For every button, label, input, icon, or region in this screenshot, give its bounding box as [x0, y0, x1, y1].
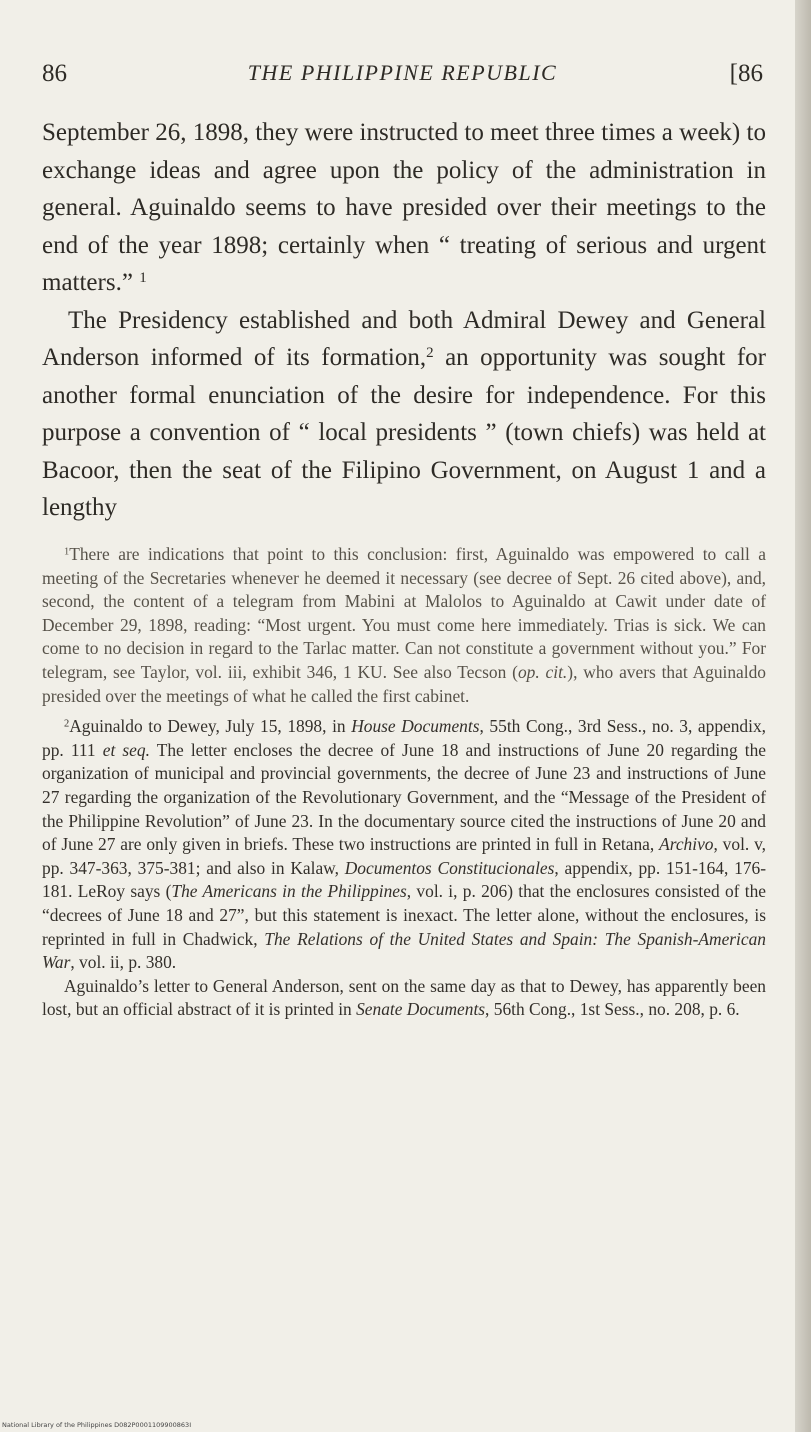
footnote-2-continued: Aguinaldo’s letter to General Anderson, sent on the same day as that to Dewey, has apparently been lost, but an official abstract of it is printed in Senate Documents, 56th Cong., 1st Sess., no. 208, p. 6.: [42, 975, 766, 1020]
page-number-right: [86: [729, 60, 763, 87]
footnote-1: $^1$There are indications that point to this conclusion: first, Aguinaldo was empowered to call a meeting of the Secretaries whenever he deemed it necessary (see decree of Sept. 26 cited above), and, second, the content of a telegram from Mabini at Malolos to Aguinaldo at Cawit under date of December 29, 1898, reading: “Most urgent. You must come here immediately. Trias is sick. We can come to no decision in regard to the Tarlac matter. Can not constitute a government without you.” For telegram, see Taylor, vol. iii, exhibit 346, 1 KU. See also Tecson (op. cit.), who avers that Aguinaldo presided over the meetings of what he called the first cabinet.: [42, 544, 766, 706]
main-text: [42, 114, 766, 527]
scan-credit: National Library of the Philippines D082P0001109900863I: [2, 1421, 192, 1429]
footnote-marker: 2: [64, 718, 70, 730]
page-edge: [795, 0, 811, 1432]
paragraph: The Presidency established and both Admiral Dewey and General Anderson informed of its formation,$^2$ an opportunity was sought for another formal enunciation of the desire for independence. For this purpose a convention of “ local presidents ” (town chiefs) was held at Bacoor, then the seat of the Filipino Government, on August 1 and a lengthy: [42, 306, 767, 521]
footnote-ref: 1: [139, 269, 147, 286]
running-title: THE PHILIPPINE REPUBLIC: [247, 60, 558, 85]
running-header: [42, 60, 763, 104]
paragraph: September 26, 1898, they were instructed to meet three times a week) to exchange ideas and agree upon the policy of the administration in general. Aguinaldo seems to have presided over their meetings to the end of the year 1898; certainly when “ treating of serious and urgent matters.” $^1$: [42, 119, 766, 296]
footnote-marker: 1: [64, 546, 70, 558]
page-number-left: 86: [42, 60, 67, 87]
footnote-2: $^2$Aguinaldo to Dewey, July 15, 1898, in House Documents, 55th Cong., 3rd Sess., no. 3, appendix, pp. 111 et seq. The letter encloses the decree of June 18 and instructions of June 20 regarding the organization of municipal and provincial governments, the decree of June 23 and instructions of June 27 regarding the organization of the Revolutionary Government, and the “Message of the President of the Philippine Revolution” of June 23. In the documentary source cited the instructions of June 20 and of June 27 are only given in briefs. These two instructions are printed in full in Retana, Archivo, vol. v, pp. 347-363, 375-381; and also in Kalaw, Documentos Constitucionales, appendix, pp. 151-164, 176-181. LeRoy says (The Americans in the Philippines, vol. i, p. 206) that the enclosures consisted of the “decrees of June 18 and 27”, but this statement is inexact. The letter alone, without the enclosures, is reprinted in full in Chadwick, The Relations of the United States and Spain: The Spanish-American War, vol. ii, p. 380.: [42, 716, 766, 973]
footnotes: [42, 543, 766, 1022]
footnote-ref: 2: [426, 344, 434, 361]
